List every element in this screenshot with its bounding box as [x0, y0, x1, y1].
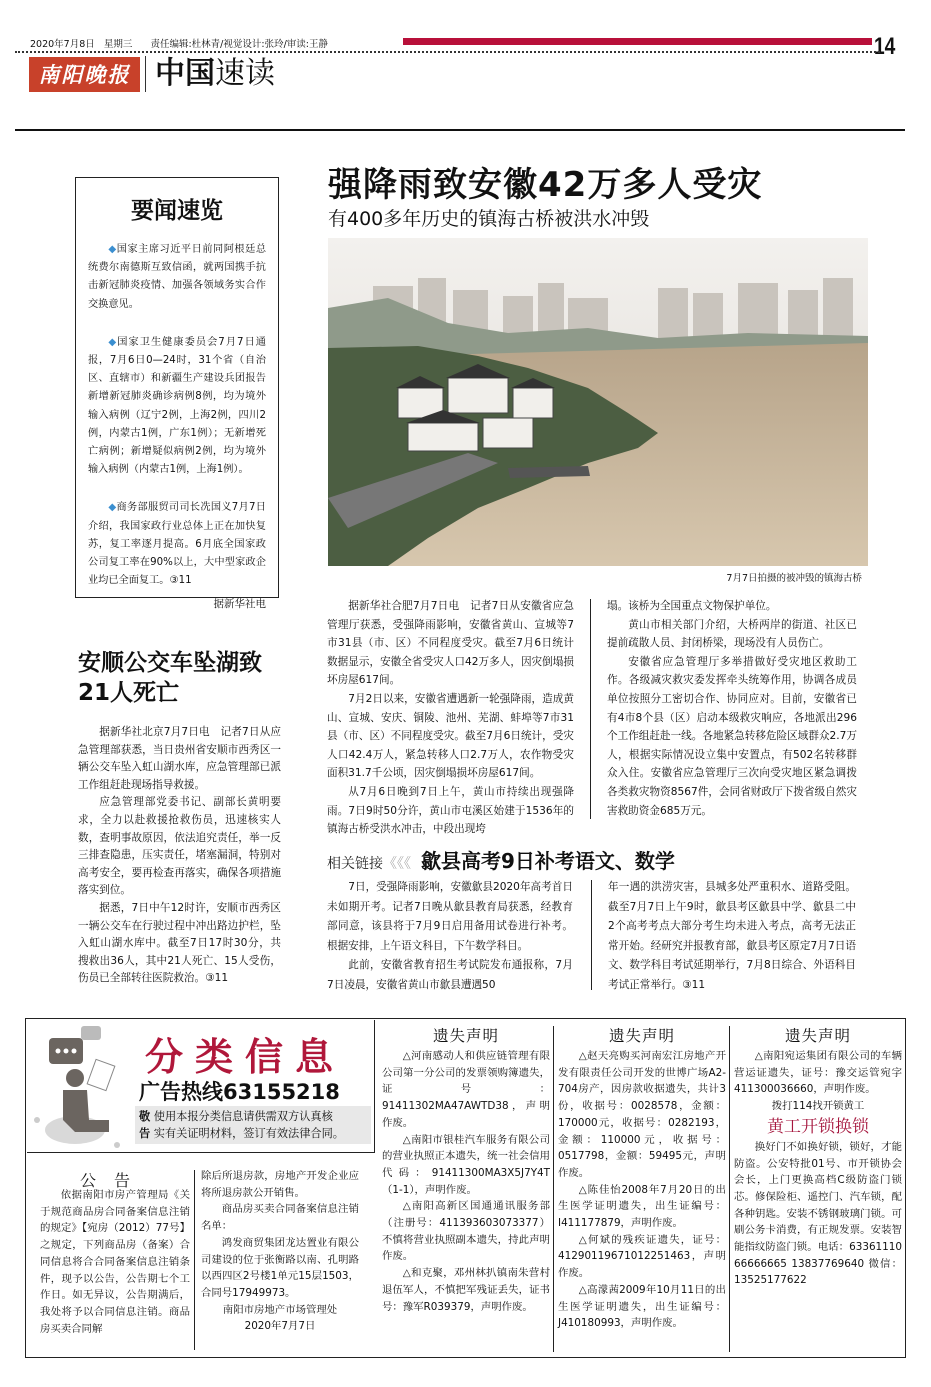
related-col1 — [327, 878, 573, 996]
classifieds-title: 分类信息 — [145, 1035, 346, 1079]
main-subheadline: 有400多年历史的镇海古桥被洪水冲毁 — [328, 208, 650, 230]
header-accent-bar — [403, 38, 872, 45]
related-link-heading — [327, 845, 675, 874]
lost-notice-item: △南阳市银桂汽车服务有限公司的营业执照正本遗失，统一社会信用代码：91411300MA3X5J7Y4T（1-1），声明作废。 — [382, 1133, 550, 1196]
column-divider — [553, 1026, 554, 1352]
notice-label: 敬 — [139, 1110, 151, 1123]
column-divider — [590, 599, 591, 819]
divider — [145, 56, 146, 92]
column-divider — [591, 880, 592, 990]
locksmith-intro: 拨打114找开锁黄工 — [771, 1100, 865, 1113]
diamond-icon: ◆ — [108, 502, 117, 514]
paragraph: 鸿发商贸集团龙达置业有限公司建设的位于张衡路以南、孔明路以西四区2号楼1单元15层1503，合同号17949973。 — [201, 1236, 359, 1299]
lost-notice-item: △何斌的残疾证遗失，证号：41290119671012251463，声明作废。 — [558, 1233, 726, 1280]
brief-text: 商务部服贸司司长冼国义7月7日介绍，我国家政行业总体上正在加快复苏，复工率逐月提高。6月底全国家政公司复工率在90%以上，大中型家政企业均已全面复工。③11 — [88, 502, 266, 587]
announcement-signer: 南阳市房地产市场管理处 — [222, 1303, 338, 1316]
paragraph: 据新华社合肥7月7日电 记者7日从安徽省应急管理厅获悉，受强降雨影响，安徽省黄山、宣城等7市31县（市、区）不同程度受灾。截至7月6日统计数据显示，安徽全省受灾人口42万多人，因灾倒塌损坏房屋617间。 — [327, 600, 574, 687]
dateline — [30, 36, 328, 50]
page-number: 14 — [874, 33, 896, 60]
main-article-col2 — [607, 597, 857, 820]
brief-source: 据新华社电 — [213, 598, 266, 611]
main-headline: 强降雨致安徽42万多人受灾 — [328, 165, 763, 205]
flood-photo — [328, 238, 868, 566]
lost-notice-column — [558, 1026, 726, 1332]
news-brief-box — [75, 177, 279, 611]
divider — [15, 51, 880, 53]
diamond-icon: ◆ — [108, 336, 118, 348]
chevron-left-icon: 《《《 — [383, 856, 411, 872]
ad-notice — [135, 1106, 371, 1144]
paragraph: 黄山市相关部门介绍，大桥两岸的街道、社区已提前疏散人员、封闭桥梁，现场没有人员伤亡。 — [607, 618, 857, 650]
brief-text: 国家卫生健康委员会7月7日通报，7月6日0—24时，31个省（自治区、直辖市）和新疆生产建设兵团报告新增新冠肺炎确诊病例8例，均为境外输入病例（辽宁2例，上海2例，四川2例，内蒙古1例，广东1例）；无新增死亡病例；新增疑似病例2例，均为境外输入病例（内蒙古1例，上海1例）。 — [88, 336, 266, 476]
notice-text: 实有关证明材料，签订有效法律合同。 — [153, 1127, 344, 1140]
related-headline: 歙县高考9日补考语文、数学 — [421, 849, 675, 873]
paragraph: 年一遇的洪涝灾害，县城多处严重积水、道路受阻。截至7月7日上午9时，歙县考区歙县中学、歙县二中2个高考考点大部分考生均未进入考点，高考无法正常开始。经研究并报教育部，歙县考区原定7月7日语文、数学科目考试延期举行，7月8日综合、外语科目考试正常举行。③11 — [608, 881, 856, 991]
section-title-rest: 速读 — [215, 56, 275, 91]
photo-caption: 7月7日拍摄的被冲毁的镇海古桥 — [726, 573, 862, 584]
section-title — [155, 56, 275, 92]
lost-notice-item: △南阳高新区国通通讯服务部（注册号：411393603073377）不慎将营业执照副本遗失，持此声明作废。 — [382, 1200, 550, 1263]
paragraph: 此前，安徽省教育招生考试院发布通报称，7月7日凌晨，安徽省黄山市歙县遭遇50 — [327, 959, 573, 991]
paragraph: 7月2日以来，安徽省遭遇新一轮强降雨，造成黄山、宣城、安庆、铜陵、池州、芜湖、蚌埠等7市31县（市、区）不同程度受灾。截至7月6日统计，受灾人口42.4万人，紧急转移人口2.7万人，农作物受灾面积31.7千公顷，因灾倒塌损坏房屋617间。 — [327, 692, 574, 780]
column-divider — [729, 1026, 730, 1352]
section-title-bold: 中国 — [155, 56, 215, 91]
notice-text: 使用本报分类信息请供需双方认真核 — [153, 1110, 333, 1123]
lost-notice-item: △南阳宛运集团有限公司的车辆营运证遗失，证号：豫交运管宛字411300036660，声明作废。 — [734, 1050, 902, 1096]
paragraph: 除后所退房款，房地产开发企业应将所退房款公开销售。 — [201, 1170, 359, 1199]
related-label: 相关链接 — [327, 856, 383, 872]
announcement-col2 — [201, 1168, 359, 1335]
announcement-date: 2020年7月7日 — [244, 1320, 316, 1333]
announcement-title: 公告 — [79, 1171, 148, 1190]
lost-notice-item: △和克聚，邓州林扒镇南朱营村退伍军人，不慎把军残证丢失，证书号：豫军R039379，声明作废。 — [382, 1267, 550, 1313]
locksmith-ad-text: 换好门不如换好锁，锁好，才能防盗。公安特批01号、市开锁协会会长，上门更换高档C级防盗门锁芯。修保险柜、遥控门、汽车锁，配各种钥匙。安装不锈钢玻璃门锁。可刷公务卡消费，有正规发票。安装智能指纹防盗门锁。电话：63361110 66666665 13837769640 微信：13525177622 — [734, 1140, 902, 1287]
brief-text: 国家主席习近平日前同阿根廷总统费尔南德斯互致信函，就两国携手抗击新冠肺炎疫情、加强各领域务实合作交换意见。 — [88, 244, 267, 310]
lost-notice-item: △河南感动人和供应链管理有限公司第一分公司的发票领购簿遗失，证号：91411302MA47AWTD38，声明作废。 — [382, 1050, 550, 1129]
bus-story-body — [78, 724, 281, 988]
paragraph: 塌。该桥为全国重点文物保护单位。 — [607, 600, 777, 612]
paragraph: 应急管理部党委书记、副部长黄明要求，全力以赴救援抢救伤员，迅速核实人数，查明事故原因，依法追究责任，举一反三排查隐患，压实责任，堵塞漏洞，特别对高考安全，要再检查再落实，确保各项措施落实到位。 — [78, 796, 281, 897]
paragraph: 商品房买卖合同备案信息注销名单： — [201, 1203, 359, 1233]
classifieds-banner — [27, 1020, 375, 1153]
bus-story-headline: 安顺公交车坠湖致21人死亡 — [78, 650, 262, 706]
editor-credits: 责任编辑:杜林青/视觉设计:张玲/审读:王静 — [150, 39, 328, 50]
diamond-icon: ◆ — [108, 244, 117, 255]
paragraph: 7日，受强降雨影响，安徽歙县2020年高考首日未如期开考。记者7日晚从歙县教育局获悉，经教育部同意，该县将于7月9日启用备用试卷进行补考。根据安排，上午语文科目，下午数学科目。 — [327, 881, 573, 952]
brief-title: 要闻速览 — [131, 198, 223, 224]
weekday: 星期三 — [103, 39, 133, 50]
lost-notice-item: △陈佳怡2008年7月20日的出生医学证明遗失，出生证编号：I411177879，声明作废。 — [558, 1183, 726, 1230]
paragraph: 从7月6日晚到7日上午，黄山市持续出现强降雨。7日9时50分许，黄山市屯溪区始建于1536年的镇海古桥受洪水冲击，中段出现垮 — [327, 785, 574, 836]
ad-hotline: 广告热线63155218 — [139, 1080, 340, 1104]
paragraph: 据新华社北京7月7日电 记者7日从应急管理部获悉，当日贵州省安顺市西秀区一辆公交车坠入虹山湖水库，应急管理部已派工作组赶赴现场指导救援。 — [78, 726, 281, 791]
lost-notice-title: 遗失声明 — [432, 1027, 499, 1045]
main-article-col1 — [327, 597, 574, 839]
person-with-chat-icon — [27, 1020, 137, 1153]
announcement-col1 — [40, 1187, 190, 1337]
divider — [15, 129, 905, 131]
locksmith-brand: 黄工开锁换锁 — [767, 1116, 869, 1137]
paragraph: 安徽省应急管理厅多举措做好受灾地区救助工作。各级减灾救灾委发挥牵头统筹作用，协调各成员单位按照分工密切合作、协同应对。目前，安徽省已有4市8个县（区）启动本级救灾响应，各地派出296个工作组赶赴一线。各地紧急转移危险区域群众2.7万人，根据实际情况设立集中安置点，有502名转移群众入住。安徽省应急管理厅三次向受灾地区紧急调拨各类救灾物资8567件，会同省财政厅下拨省级自然灾害救助资金685万元。 — [607, 655, 857, 817]
newspaper-logo: 南阳晚报 — [29, 57, 140, 92]
lost-notice-column — [382, 1026, 550, 1315]
lost-notice-title: 遗失声明 — [608, 1027, 675, 1045]
column-divider — [194, 1170, 195, 1350]
lost-notice-item: △高濛茜2009年10月11日的出生医学证明遗失，出生证编号：J410180993，声明作废。 — [558, 1283, 726, 1330]
paragraph: 依据南阳市房产管理局《关于规范商品房合同备案信息注销的规定》【宛房（2012）77号】之规定，下列商品房（备案）合同信息将合合同备案信息注销条件，现予以公告，公告期七个工作日。如无异议，公告期满后，我处将予以合同信息注销。商品房买卖合同解 — [40, 1189, 190, 1335]
lost-notice-title: 遗失声明 — [784, 1027, 851, 1045]
paragraph: 据悉，7日中午12时许，安顺市西秀区一辆公交车在行驶过程中冲出路边护栏，坠入虹山湖水库中。截至7日17时30分，共搜救出36人，其中21人死亡、15人受伤，伤员已全部转往医院救治。③11 — [78, 901, 281, 985]
brief-item — [88, 499, 266, 590]
related-col2 — [608, 878, 856, 996]
lost-notice-column — [734, 1026, 902, 1289]
brief-item — [88, 334, 266, 480]
date: 2020年7月8日 — [30, 39, 95, 50]
brief-item — [88, 241, 266, 314]
notice-label: 告 — [139, 1127, 151, 1140]
lost-notice-item: △赵天亮购买河南宏江房地产开发有限责任公司开发的世博广场A2-704房产，因房款收据遗失，共计3份，收据号：0028578，金额：170000元，收据号：0282193，金额：110000元，收据号：0517798，金额：59495元，声明作废。 — [558, 1050, 726, 1179]
